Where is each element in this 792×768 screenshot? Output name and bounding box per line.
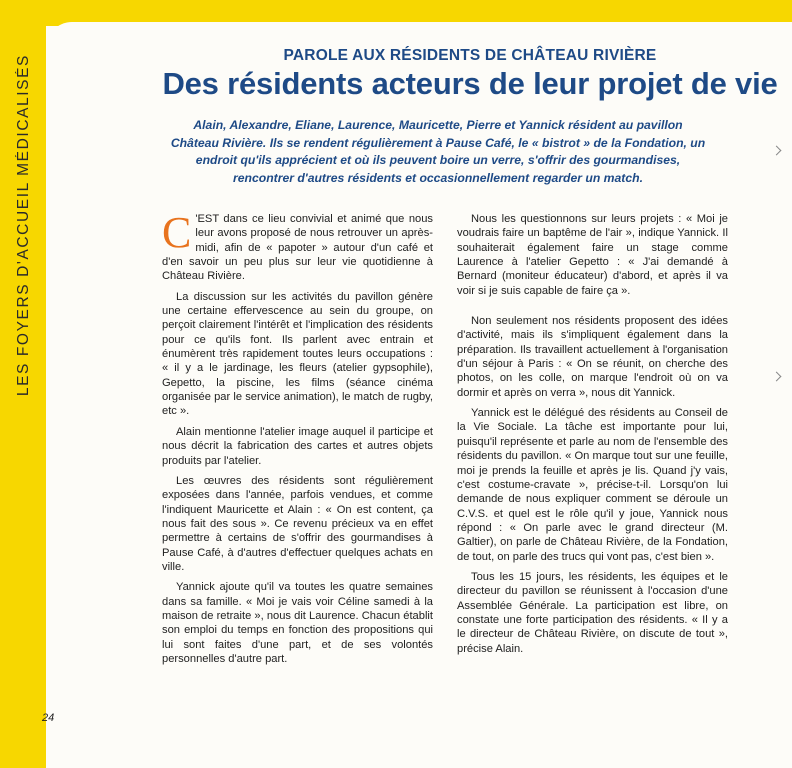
paragraph: Tous les 15 jours, les résidents, les équipes et le directeur du pavillon se réunissent à l'occasion d'une Assemblée Générale. La participation est libre, on constate une forte participation des résidents. « Il y a le directeur de Château Rivière, on discute de tout », précise Alain. — [457, 570, 728, 655]
dropcap: C — [162, 208, 192, 257]
article-kicker: PAROLE AUX RÉSIDENTS DE CHÂTEAU RIVIÈRE — [283, 47, 657, 64]
paragraph: Alain mentionne l'atelier image auquel il participe et nous décrit la fabrication des cartes et autres objets produits par l'atelier. — [162, 425, 433, 467]
paragraph — [162, 208, 433, 284]
paragraph: Nous les questionnons sur leurs projets : « Moi je voudrais faire un baptême de l'air », indique Yannick. Il souhaiterait également faire un stage comme Laurence à l'atelier Gepetto : « J'ai demandé à Bernard (moniteur éducateur) d'abord, et après il va voir si je suis capable de faire ça ». — [457, 213, 728, 297]
paragraph: Yannick est le délégué des résidents au Conseil de la Vie Sociale. La tâche est importante pour lui, puisqu'il représente et parle au nom de l'ensemble des résidents du pavillon. « On marque tout sur une feuille, moi je prends la feuille et après je lis. Quand j'y vais, c'est costume-cravate », précise-t-il. Lorsqu'on lui demande de nous expliquer comment se déroule un C.V.S. et quel est le rôle qu'il y joue, Yannick nous répond : « On parle avec le grand directeur (M. Galtier), on parle de Château Rivière, de la Fondation, de tout, on parle des trucs qui vont pas, c'est bien ». — [457, 407, 728, 563]
paragraph: Yannick ajoute qu'il va toutes les quatre semaines dans sa famille. « Moi je vais voir Céline samedi à la maison de retraite », nous dit Laurence. Chacun établit son emploi du temps en fonction des propositions qui lui sont faites d'une part, et de ses volontés personnelles d'autre part. — [162, 581, 433, 665]
article-column-left — [162, 208, 433, 672]
paragraph: Non seulement nos résidents proposent des idées d'activité, mais ils s'impliquent également dans la préparation. Ils travaillent actuellement à l'organisation d'un séjour à Paris : « On se réunit, on cherche des photos, on les colle, on marque l'endroit où on va dormir et après on verra », nous dit Yannick. — [457, 315, 728, 399]
section-side-title-text: LES FOYERS D'ACCUEIL MÉDICALISÉS — [15, 53, 32, 397]
paragraph-text: 'EST dans ce lieu convivial et animé que nous leur avons proposé de nous retrouver un après-midi, afin de « papoter » autour d'un café et d'en savoir un peu plus sur leur vie quotidienne à Château Rivière. — [162, 213, 433, 283]
article-headline: Des résidents acteurs de leur projet de vie — [162, 66, 778, 101]
paragraph: La discussion sur les activités du pavillon génère une certaine effervescence au sein du groupe, on perçoit clairement l'intérêt et l'implication des résidents pour ce qu'ils font. Ils parlent avec entrain et énumèrent très rapidement toutes leurs occupations : « il y a le jardinage, les fleurs (atelier gypsophile), Gepetto, la piscine, les films (séance cinéma organisée par le service animation), le match de rugby, etc ». — [162, 290, 433, 418]
paragraph: Les œuvres des résidents sont régulièrement exposées dans l'année, parfois vendues, et comme l'indiquent Mauricette et Alain : « On est content, ça nous fait des sous ». Ce revenu précieux va en effet permettre à certains de s'offrir des gourmandises à Pause Café, à d'autres d'effectuer quelques achats en ville. — [162, 474, 433, 573]
page-number: 24 — [42, 712, 55, 724]
section-side-title — [3, 36, 45, 414]
article-intro: Alain, Alexandre, Eliane, Laurence, Mauricette, Pierre et Yannick résident au pavillon Château Rivière. Ils se rendent régulièrement à Pause Café, le « bistrot » de la Fondation, un endroit qu'ils apprécient et où ils peuvent boire un verre, s'offrir des gourmandises, rencontrer d'autres résidents et occasionnellement regarder un match. — [170, 118, 706, 186]
article-column-right — [457, 212, 728, 662]
